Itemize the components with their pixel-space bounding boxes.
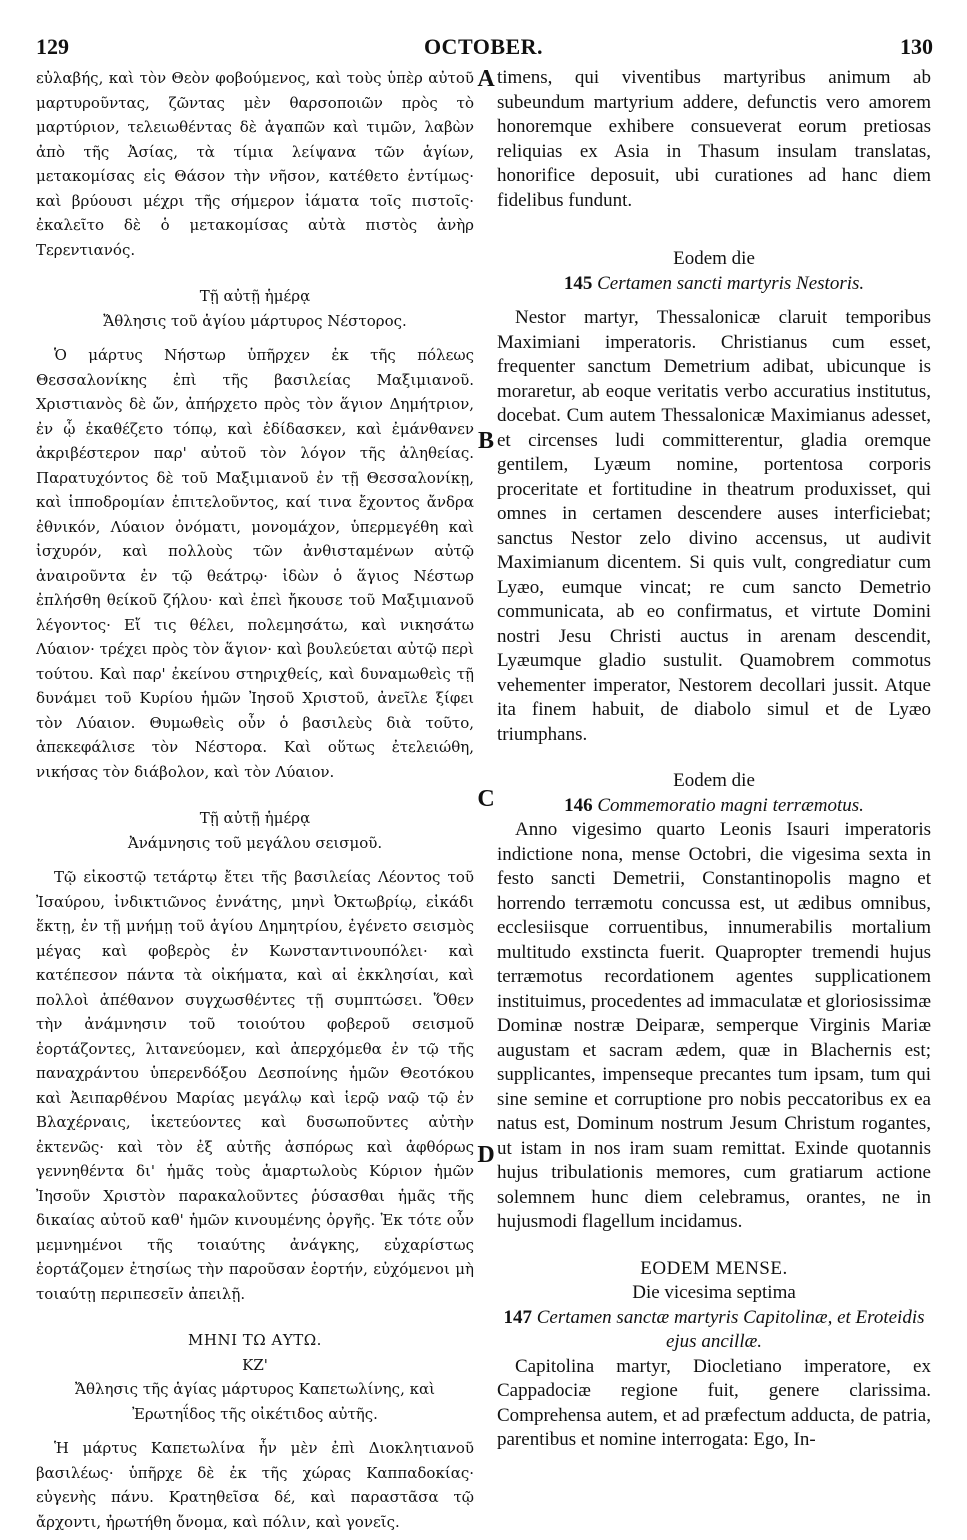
margin-letter-d: D [477,1142,495,1168]
latin-s3-number: 147 [503,1306,532,1328]
latin-s1-text: Nestor martyr, Thessalonicæ claruit temporibus Maximiani imperatoris. Christianus cum esset, frequenter sanctum Demetrium adibat, ubicunque is moraretur, ab eoque veritatis verbo accuratius institutus, docebat. Cum autem Thessalonicæ Maximianus adesset, et circenses ludi committerentur, gladia oremque gentilem, Lyæum nomine, portentosa corporis proceritate et fortitudine in theatrum produxisset, qui omnes in certamen descendere auses interficiebat; sanctus Nestor zelo divino accensus, ut audivit Maximianum dicentem. Si quis vult, congrediatur cum Lyæo, eumque vincat; re cum sancto Demetrio communicata, ab eo confirmatus, et virtute Domini nostri Jesu Christi auctus in arenam descendit, Lyæumque gladio sustulit. Quamobrem commotus vehementer imperator, Nestorem decollari jussit. Atque ita finem habuit, de diabolo simul et de Lyæo triumphans. [497,307,931,745]
latin-s1-number: 145 [563,272,593,294]
greek-s2-text: Τῷ εἰκοστῷ τετάρτῳ ἔτει τῆς βασιλείας Λέοντος τοῦ Ἰσαύρου, ἰνδικτιῶνος ἐννάτης, μηνὶ Ὀκτωβρίῳ, εἰκάδι ἕκτῃ, ἐν τῇ μνήμῃ τοῦ ἁγίου Δημητρίου, ἐγένετο σεισμὸς μέγας καὶ φοβερὸς ἐν Κωνσταντινουπόλει· καὶ κατέπεσον πάντα τὰ οἰκήματα, καὶ αἱ ἐκκλησίαι, καὶ πολλοὶ ἀπέθανον συγχωσθέντες τῇ συμπτώσει. Ὅθεν τὴν ἀνάμνησιν τοῦ τοιούτου φοβεροῦ σεισμοῦ ἑορτάζοντες, λιτανεύομεν, καὶ ἀπερχόμεθα ἐν τῷ τῆς παναχράντου ὑπερενδόξου Δεσποίνης ἡμῶν Θεοτόκου καὶ Ἀειπαρθένου Μαρίας μεγάλῳ καὶ ἱερῷ ναῷ τῷ ἐν Βλαχέρναις, ἱκετεύοντες καὶ δυσωποῦντες αὐτὴν ἐκτενῶς· καὶ τὸν ἐξ αὐτῆς ἀσπόρως καὶ ἀφθόρως γεννηθέντα δι' ἡμᾶς τοὺς ἁμαρτωλοὺς Κύριον ἡμῶν Ἰησοῦν Χριστὸν παρακαλοῦντες ῥύσασθαι ἡμᾶς τῆς δικαίας αὐτοῦ καθ' ἡμῶν κινουμένης ὀργῆς. Ἐκ τότε οὖν μεμνημένοι τῆς τοιαύτης ἀνάγκης, εὐχαρίστως ἑορτάζομεν ἐτησίως τὴν παροῦσαν ἑορτήν, εὐχόμενοι μὴ τοιαύτῃ περιπεσεῖν ἀπειλῇ. [36,868,474,1303]
greek-s3-text: Ἡ μάρτυς Καπετωλίνα ἦν μὲν ἐπὶ Διοκλητιανοῦ βασιλέως· ὑπῆρχε δὲ ἐκ τῆς χώρας Καππαδοκίας· εὐγενὴς πάνυ. Κρατηθεῖσα δέ, καὶ παραστᾶσα τῷ ἄρχοντι, ἠρωτήθη ὄνομα, καὶ πόλιν, καὶ γονεῖς. [36,1439,474,1531]
latin-column [497,66,931,1453]
greek-s1-day: Τῇ αὐτῇ ἡμέρᾳ [199,287,311,305]
greek-s3-month: ΜΗΝΙ ΤΩ ΑΥΤΩ. [188,1331,322,1349]
latin-s2-title: Commemoratio magni terræmotus. [597,794,864,816]
latin-s2-text: Anno vigesimo quarto Leonis Isauri imperatoris indictione nona, mense Octobri, die vigesima sexta in festo sancti Demetrii, Constantinopolis magno et horrendo terræmotu concussa est, ut ædibus omnibus, ecclesiisque corruentibus, innumerabilis mortalium multitudo exstincta fuerit. Quapropter tremendi hujus terræmotus recordationem agentes supplicationem instituimus, procedentes ad immaculatæ et gloriosissimæ Dominæ nostræ Deiparæ, semperque Virginis Mariæ augustam et sacram ædem, quæ in Blachernis est; supplicantes, impenseque precantes tum ipsam, tum qui sine semine et corruptione pro nobis peccatoribus ex ea natus est, Dominum nostrum Jesum Christum rogantes, ut istam in nos iram suam remittat. Exinde quotannis hujus tribulationis memores, cum gratiarum actione solemnem hunc diem celebramus, orantes, ne in hujusmodi flagellum incidamus. [497,819,931,1232]
latin-s3-text: Capitolina martyr, Diocletiano imperatore, ex Cappadociæ regione fuit, genere clarissima. Comprehensa autem, et ad præfectum adducta, de patria, parentibus et nomine interrogata: Ego, In- [497,1355,931,1450]
latin-s3-day: Die vicesima septima [632,1282,796,1303]
greek-s2-day: Τῇ αὐτῇ ἡμέρᾳ [199,809,311,827]
greek-s1-text: Ὁ μάρτυς Νήστωρ ὑπῆρχεν ἐκ τῆς πόλεως Θεσσαλονίκης ἐπὶ τῆς βασιλείας Μαξιμιανοῦ. Χριστιανὸς δὲ ὤν, ἀπήρχετο πρὸς τὸν ἅγιον Δημήτριον, ἐν ᾧ ἐκαθέζετο τόπῳ, καὶ ἐδίδασκεν, καὶ ἐμάνθανεν ἀκριβέστερον παρ' αὐτοῦ τὸν λόγον τῆς ἀληθείας. Παρατυχόντος δὲ τοῦ Μαξιμιανοῦ ἐν τῇ Θεσσαλονίκῃ, καὶ ἱπποδρομίαν ἐπιτελοῦντος, καί τινα ἔχοντος ἄνδρα ἐθνικόν, Λύαιον ὀνόματι, μονομάχον, ὑπερμεγέθη καὶ ἰσχυρόν, καὶ πολλοὺς τῶν ἀνθισταμένων αὐτῷ ἀναιροῦντα ἐν τῷ θεάτρῳ· ἰδὼν ὁ ἅγιος Νέστωρ ἐπλήσθη θείκοῦ ζήλου· καὶ ἐπεὶ ἤκουσε τοῦ Μαξιμιανοῦ λέγοντος· Εἴ τις θέλει, πολεμησάτω, καὶ νικησάτω Λύαιον· τρέχει πρὸς τὸν ἅγιον· καὶ βουλεύεται αὐτῷ περὶ τούτου. Καὶ παρ' ἐκείνου στηριχθείς, καὶ δυναμωθεὶς τῇ δυνάμει τοῦ Κυρίου ἡμῶν Ἰησοῦ Χριστοῦ, ἀνεῖλε ξίφει τὸν Λύαιον. Θυμωθεὶς οὖν ὁ βασιλεὺς διὰ τοῦτο, ἀπεκεφάλισε τὸν Νέστορα. Καὶ οὕτως ἐτελειώθη, νικήσας τὸν διάβολον, καὶ τὸν Λύαιον. [36,346,474,781]
margin-letter-b: B [477,428,494,454]
margin-letter-c: C [477,786,495,812]
greek-s3-title: Ἄθλησις τῆς ἁγίας μάρτυρος Καπετωλίνης, καὶ Ἐρωτηΐδος τῆς οἰκέτιδος αὐτῆς. [75,1380,435,1423]
latin-s2-heading [497,794,931,819]
latin-s3-month: EODEM MENSE. [640,1257,788,1279]
latin-s3-heading [497,1306,931,1355]
greek-s2-title: Ἀνάμνησις τοῦ μεγάλου σεισμοῦ. [127,833,383,852]
running-header [0,34,967,64]
greek-column [36,66,474,1534]
latin-s1-title: Certamen sancti martyris Nestoris. [597,272,865,294]
running-title: OCTOBER. [423,34,544,59]
page-number-right: 130 [900,34,933,59]
latin-s1-day: Eodem die [673,248,755,269]
latin-s2-day: Eodem die [673,770,755,791]
greek-s3-day: ΚΖ' [242,1355,268,1374]
greek-intro: εὐλαβής, καὶ τὸν Θεὸν φοβούμενος, καὶ τοὺς ὑπὲρ αὐτοῦ μαρτυροῦντας, ζῶντας μὲν θαρσοποιῶν πρὸς τὸ μαρτύριον, τελειωθέντας δὲ ἀγαπῶν καὶ τιμῶν, λαβὼν ἀπὸ τῆς Ἀσίας, τὰ τίμια λείψανα τῶν ἁγίων, μετακομίσας εἰς Θάσον τὴν νῆσον, κατέθετο ἐντίμως· καὶ βρύουσι μέχρι τῆς σήμερον ἰάματα τοῖς πιστοῖς· ἐκαλεῖτο δὲ ὁ μετακομίσας αὐτὰ πιστὸς ἀνὴρ Τερεντιανός. [36,69,474,259]
greek-s1-title: Ἄθλησις τοῦ ἁγίου μάρτυρος Νέστορος. [103,311,407,330]
latin-intro: timens, qui viventibus martyribus animum ab subeundum martyrium addere, defunctis vero amorem honoremque exhibere consueverat eorum pretiosas reliquias ex Asia in Thasum insulam translatas, honorifice deposuit, ubi curationes ad hanc diem fidelibus fundunt. [497,67,931,211]
page-number-left: 129 [36,34,69,59]
latin-s2-number: 146 [564,794,593,816]
latin-s3-title: Certamen sanctæ martyris Capitolinæ, et Eroteidis ejus ancillæ. [536,1306,925,1352]
margin-letter-a: A [477,66,495,92]
latin-s1-heading [497,272,931,297]
